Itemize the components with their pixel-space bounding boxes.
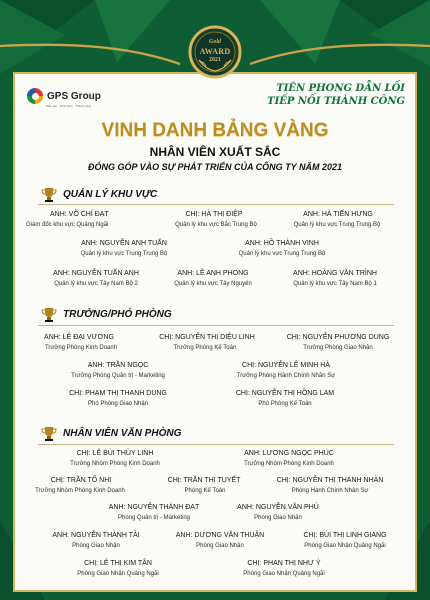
trophy-icon [40, 186, 58, 202]
section-title: TRƯỞNG/PHÓ PHÒNG [63, 308, 172, 320]
headline-block [0, 120, 430, 172]
section-regional-managers [40, 187, 157, 201]
person-role: Giám đốc khu vực Quảng Ngãi [26, 222, 109, 228]
person-role: Phòng Quản trị - Marketing [117, 515, 191, 521]
person-name: ANH: LƯƠNG NGỌC PHÚC [244, 450, 334, 457]
headline-tagline: ĐÓNG GÓP VÀO SỰ PHÁT TRIỂN CỦA CÔNG TY NĂM 2021 [88, 162, 342, 172]
person-name: ANH: TRẦN NGỌC [87, 362, 149, 369]
headline-title: VINH DANH BẢNG VÀNG [101, 120, 329, 141]
person-name: ANH: LÊ ANH PHONG [177, 270, 249, 277]
person-role: Trưởng Phòng Giao Nhận [303, 345, 373, 351]
person-role: Trưởng Nhóm Phòng Kinh Doanh [70, 461, 160, 467]
section-department-heads [40, 307, 172, 321]
slogan-line-1: TIÊN PHONG DẪN LỐI [276, 83, 405, 94]
person-name: CHỊ: NGUYỄN THỊ HỒNG LAM [235, 390, 335, 397]
person-name: CHỊ: PHAN THỊ NHƯ Ý [247, 560, 321, 567]
company-name: GPS Group [47, 90, 101, 102]
trophy-icon [40, 306, 58, 322]
person-name: CHỊ: NGUYỄN THỊ THANH NHÀN [276, 477, 384, 484]
person-role: Trưởng Phòng Kế Toán [173, 345, 237, 351]
award-line-2: AWARD [199, 47, 231, 56]
person-name: CHỊ: NGUYỄN THỊ DIỆU LINH [159, 334, 255, 341]
company-logo [27, 86, 113, 106]
person-name: ANH: VÕ CHÍ ĐẠT [50, 211, 109, 218]
person-name: ANH: HOÀNG VĂN TRÌNH [293, 270, 377, 277]
company-subtext: Kiến tạo · Phát triển · Thành công [46, 104, 91, 108]
person-role: Phòng Giao Nhận Quảng Ngãi [304, 543, 386, 549]
person-name: ANH: NGUYỄN THÀNH TÀI [52, 532, 140, 539]
person-role: Quản lý khu vực Trung Trung Bộ [238, 251, 326, 257]
section-title: QUẢN LÝ KHU VỰC [63, 188, 158, 200]
person-role: Phòng Giao Nhận [196, 543, 244, 549]
person-role: Phó Phòng Kế Toán [258, 401, 312, 407]
person-role: Quản lý khu vực Trung Trung Bộ [293, 222, 381, 228]
person-name: ANH: DƯƠNG VĂN THUẬN [175, 532, 265, 539]
section-title: NHÂN VIÊN VĂN PHÒNG [63, 427, 182, 439]
section-divider [38, 444, 394, 445]
slogan-line-2: TIẾP NỐI THÀNH CÔNG [267, 96, 405, 107]
person-role: Phòng Giao Nhận Quảng Ngãi [77, 571, 159, 577]
person-name: CHỊ: TRẦN THỊ TUYẾT [167, 477, 241, 484]
person-role: Phó Phòng Giao Nhận [87, 401, 149, 407]
headline-subtitle: NHÂN VIÊN XUẤT SẮC [149, 145, 281, 159]
person-name: CHỊ: LÊ BÙI THÙY LINH [76, 450, 154, 457]
person-name: ANH: NGUYỄN ANH TUẤN [81, 240, 167, 247]
person-name: CHỊ: PHẠM THỊ THANH DUNG [69, 390, 167, 397]
person-role: Trưởng Nhóm Phòng Kinh Doanh [35, 488, 125, 494]
person-name: ANH: LÊ ĐẠI VƯƠNG [44, 334, 114, 341]
person-role: Quản lý khu vực Tây Nam Bộ 1 [293, 281, 377, 287]
person-name: CHỊ: BÙI THỊ LINH GIANG [303, 532, 387, 539]
person-role: Trưởng Nhóm Phòng Kinh Doanh [244, 461, 334, 467]
person-name: CHỊ: HÀ THỊ ĐIỆP [185, 211, 243, 218]
section-office-staff [40, 426, 181, 440]
person-role: Trưởng Phòng Quản trị - Marketing [71, 373, 165, 379]
person-role: Phòng Giao Nhận [72, 543, 120, 549]
person-name: CHỊ: LÊ THỊ KIM TÂN [84, 560, 152, 567]
person-name: CHỊ: NGUYỄN LÊ MINH HÀ [242, 362, 330, 369]
gold-award-badge [188, 25, 242, 79]
person-role: Quản lý khu vực Trung Trung Bộ [80, 251, 168, 257]
slogan [255, 82, 405, 108]
person-name: ANH: NGUYỄN THÀNH ĐẠT [108, 504, 200, 511]
person-name: ANH: HÀ TIẾN HƯNG [303, 211, 373, 218]
person-name: ANH: NGUYỄN VĂN PHÚ [237, 504, 319, 511]
award-line-1: Gold [209, 39, 221, 45]
person-role: Quản lý khu vực Tây Nam Bộ 2 [54, 281, 138, 287]
person-role: Quản lý khu vực Tây Nguyên [174, 281, 252, 287]
section-divider [38, 204, 394, 205]
person-name: ANH: NGUYỄN TUẤN ANH [53, 270, 139, 277]
person-role: Phòng Giao Nhận Quảng Ngãi [243, 571, 325, 577]
award-year: 2021 [209, 57, 221, 63]
person-role: Trưởng Phòng Kinh Doanh [44, 345, 118, 351]
trophy-icon [40, 425, 58, 441]
gps-logo-icon [27, 88, 43, 104]
person-name: ANH: HỒ THÀNH VINH [245, 240, 319, 247]
person-role: Phòng Kế Toán [184, 488, 226, 494]
section-divider [38, 325, 394, 326]
person-name: CHỊ: TRẦN TỐ NHI [50, 477, 112, 484]
person-role: Quản lý khu vực Bắc Trung Bộ [175, 222, 257, 228]
person-role: Phòng Giao Nhận [254, 515, 302, 521]
person-role: Trưởng Phòng Hành Chính Nhân Sự [236, 373, 336, 379]
person-name: CHỊ: NGUYỄN PHƯƠNG DUNG [286, 334, 390, 341]
person-role: Phòng Hành Chính Nhân Sự [291, 488, 369, 494]
